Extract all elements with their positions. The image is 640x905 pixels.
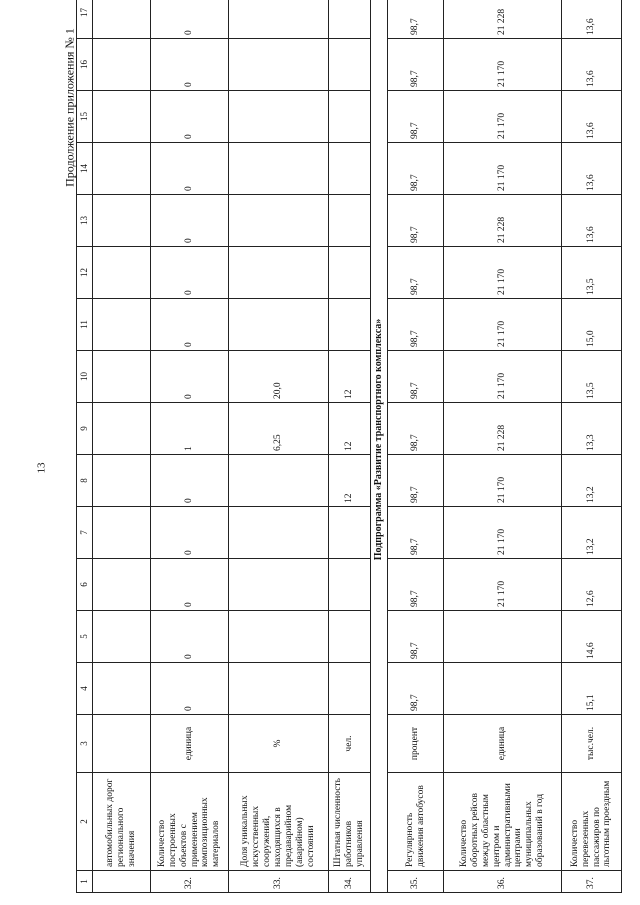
value-cell: 0 [151, 143, 229, 195]
value-cell: 21 170 [444, 247, 562, 299]
value-cell: 6,25 [229, 403, 329, 455]
value-cell: 98,7 [388, 559, 444, 611]
value-cell: 0 [151, 559, 229, 611]
value-cell: 98,7 [388, 195, 444, 247]
unit-cell: тыс.чел. [562, 715, 622, 773]
value-cell [444, 663, 562, 715]
value-cell [329, 299, 371, 351]
value-cell: 98,7 [388, 663, 444, 715]
value-cell [229, 299, 329, 351]
rotated-table-wrapper [76, 8, 613, 893]
value-cell [229, 91, 329, 143]
row-number-cell [93, 871, 151, 893]
indicator-name-cell: Количество перевезенных пассажиров по льготным проездным [562, 773, 622, 871]
subprogram-title: Подпрограмма «Развитие транспортного комплекса» [371, 0, 388, 893]
value-cell: 21 228 [444, 195, 562, 247]
value-cell [329, 663, 371, 715]
indicator-name-cell: Доля уникальных искусственных сооружений, находящихся в предаварийном (аварийном) состоянии [229, 773, 329, 871]
value-cell [93, 559, 151, 611]
indicator-name-cell: Количество оборотных рейсов между областным центром и административными центрами муниципальных образований в год [444, 773, 562, 871]
value-cell: 0 [151, 299, 229, 351]
value-cell [93, 507, 151, 559]
value-cell [329, 39, 371, 91]
table-body [93, 0, 622, 893]
value-cell [93, 663, 151, 715]
value-cell: 0 [151, 455, 229, 507]
value-cell [229, 611, 329, 663]
value-cell: 0 [151, 663, 229, 715]
value-cell: 98,7 [388, 611, 444, 663]
value-cell: 0 [151, 507, 229, 559]
value-cell [229, 663, 329, 715]
value-cell [229, 507, 329, 559]
value-cell: 98,7 [388, 507, 444, 559]
value-cell [229, 247, 329, 299]
indicator-name-cell: Регулярность движения автобусов [388, 773, 444, 871]
value-cell: 0 [151, 351, 229, 403]
value-cell: 98,7 [388, 455, 444, 507]
table-row [444, 0, 562, 893]
value-cell [329, 143, 371, 195]
indicator-name-cell: автомобильных дорог регионального значения [93, 773, 151, 871]
value-cell: 13,2 [562, 507, 622, 559]
unit-cell: единица [151, 715, 229, 773]
column-number-cell: 15 [77, 91, 93, 143]
value-cell: 13,5 [562, 247, 622, 299]
row-number-cell: 34. [329, 871, 371, 893]
value-cell [329, 247, 371, 299]
value-cell: 21 170 [444, 559, 562, 611]
value-cell: 0 [151, 247, 229, 299]
value-cell [93, 143, 151, 195]
value-cell: 12 [329, 455, 371, 507]
value-cell: 13,6 [562, 39, 622, 91]
column-number-cell: 12 [77, 247, 93, 299]
value-cell: 21 170 [444, 351, 562, 403]
column-number-cell: 16 [77, 39, 93, 91]
value-cell: 21 228 [444, 403, 562, 455]
unit-cell [93, 715, 151, 773]
value-cell: 13,6 [562, 0, 622, 39]
subprogram-row [371, 0, 388, 893]
value-cell: 20,0 [229, 351, 329, 403]
value-cell [93, 0, 151, 39]
value-cell: 0 [151, 611, 229, 663]
value-cell: 21 228 [444, 0, 562, 39]
value-cell: 13,6 [562, 195, 622, 247]
value-cell [93, 91, 151, 143]
value-cell: 12 [329, 403, 371, 455]
value-cell [329, 611, 371, 663]
value-cell: 0 [151, 91, 229, 143]
value-cell: 0 [151, 39, 229, 91]
value-cell: 13,6 [562, 143, 622, 195]
value-cell [329, 559, 371, 611]
value-cell: 0 [151, 0, 229, 39]
value-cell [93, 351, 151, 403]
value-cell [93, 611, 151, 663]
value-cell [93, 39, 151, 91]
row-number-cell: 35. [388, 871, 444, 893]
value-cell: 98,7 [388, 39, 444, 91]
value-cell [93, 403, 151, 455]
column-number-cell: 4 [77, 663, 93, 715]
value-cell [229, 559, 329, 611]
column-number-cell: 7 [77, 507, 93, 559]
value-cell [93, 195, 151, 247]
value-cell: 98,7 [388, 91, 444, 143]
indicator-name-cell: Штатная численность работников управления [329, 773, 371, 871]
value-cell [229, 455, 329, 507]
value-cell [93, 299, 151, 351]
value-cell: 0 [151, 195, 229, 247]
table-row [151, 0, 229, 893]
column-number-cell: 2 [77, 773, 93, 871]
value-cell: 21 170 [444, 91, 562, 143]
table-row [562, 0, 622, 893]
value-cell: 12,6 [562, 559, 622, 611]
value-cell: 13,3 [562, 403, 622, 455]
column-number-cell: 8 [77, 455, 93, 507]
value-cell [93, 455, 151, 507]
table-row [329, 0, 371, 893]
value-cell: 12 [329, 351, 371, 403]
column-number-cell: 5 [77, 611, 93, 663]
page-number: 13 [35, 462, 48, 474]
value-cell: 98,7 [388, 403, 444, 455]
value-cell: 15,0 [562, 299, 622, 351]
value-cell [329, 195, 371, 247]
column-number-cell: 1 [77, 871, 93, 893]
value-cell: 21 170 [444, 507, 562, 559]
value-cell: 14,6 [562, 611, 622, 663]
row-number-cell: 36. [444, 871, 562, 893]
value-cell [93, 247, 151, 299]
column-number-cell: 9 [77, 403, 93, 455]
table-row [388, 0, 444, 893]
table-row [93, 0, 151, 893]
row-number-cell: 32. [151, 871, 229, 893]
column-number-cell: 3 [77, 715, 93, 773]
column-number-cell: 6 [77, 559, 93, 611]
value-cell: 13,6 [562, 91, 622, 143]
value-cell [329, 0, 371, 39]
value-cell: 98,7 [388, 247, 444, 299]
column-number-row [77, 0, 93, 893]
row-number-cell: 37. [562, 871, 622, 893]
value-cell: 98,7 [388, 143, 444, 195]
value-cell: 98,7 [388, 0, 444, 39]
unit-cell: чел. [329, 715, 371, 773]
unit-cell: процент [388, 715, 444, 773]
indicators-table [76, 0, 622, 893]
value-cell [229, 0, 329, 39]
value-cell: 21 170 [444, 39, 562, 91]
value-cell [229, 39, 329, 91]
value-cell [329, 91, 371, 143]
value-cell [229, 195, 329, 247]
indicator-name-cell: Количество построенных объектов с применением композиционных материалов [151, 773, 229, 871]
column-number-cell: 14 [77, 143, 93, 195]
row-number-cell: 33. [229, 871, 329, 893]
header-note: Продолжение приложения № 1 [62, 28, 77, 187]
column-number-cell: 11 [77, 299, 93, 351]
value-cell: 21 170 [444, 299, 562, 351]
value-cell: 13,2 [562, 455, 622, 507]
column-number-cell: 10 [77, 351, 93, 403]
column-number-cell: 17 [77, 0, 93, 39]
value-cell: 13,5 [562, 351, 622, 403]
table-row [229, 0, 329, 893]
column-number-cell: 13 [77, 195, 93, 247]
value-cell: 21 170 [444, 455, 562, 507]
value-cell: 21 170 [444, 143, 562, 195]
unit-cell: % [229, 715, 329, 773]
value-cell [329, 507, 371, 559]
value-cell: 98,7 [388, 351, 444, 403]
value-cell: 1 [151, 403, 229, 455]
unit-cell: единица [444, 715, 562, 773]
value-cell [229, 143, 329, 195]
value-cell: 98,7 [388, 299, 444, 351]
value-cell [444, 611, 562, 663]
value-cell: 15,1 [562, 663, 622, 715]
